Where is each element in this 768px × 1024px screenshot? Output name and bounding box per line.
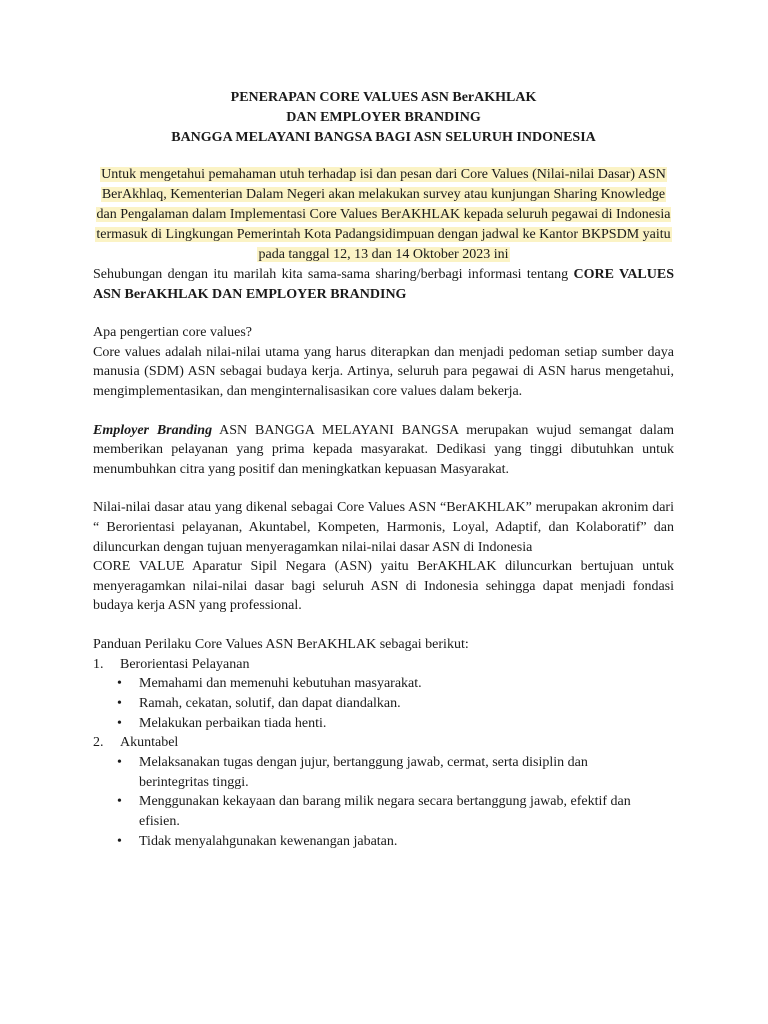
bullet-icon: • xyxy=(117,755,122,771)
values-paragraph-1: Nilai-nilai dasar atau yang dikenal sebagai Core Values ASN “BerAKHLAK” merupakan akronim dari “ Berorientasi pelayanan, Akuntabel, Kompeten, Harmonis, Loyal, Adaptif, dan Kolaboratif” dan diluncurkan dengan tujuan menyeragamkan nilai-nilai dasar ASN di Indonesia xyxy=(93,500,674,555)
guide-bullet-text: Melakukan perbaikan tiada henti. xyxy=(139,715,327,731)
guide-section-heading xyxy=(93,733,674,753)
guide-bullet-text: Memahami dan memenuhi kebutuhan masyarakat. xyxy=(139,676,422,692)
document-title xyxy=(93,88,674,148)
guide-intro: Panduan Perilaku Core Values ASN BerAKHLAK sebagai berikut: xyxy=(93,636,469,652)
guide-section xyxy=(93,733,674,851)
guide-bullet-list xyxy=(93,674,674,733)
guide-bullet-item xyxy=(93,792,643,831)
guide-bullet-list xyxy=(93,753,643,851)
guide-bullet-text: Menggunakan kekayaan dan barang milik negara secara bertanggung jawab, efektif dan efisien. xyxy=(139,794,631,829)
title-line-3: BANGGA MELAYANI BANGSA BAGI ASN SELURUH INDONESIA xyxy=(171,130,596,145)
bullet-icon: • xyxy=(117,715,122,731)
guide-bullet-text: Ramah, cekatan, solutif, dan dapat diandalkan. xyxy=(139,695,401,711)
guide-list xyxy=(93,655,674,852)
guide-section-title: Berorientasi Pelayanan xyxy=(120,656,250,672)
bullet-icon: • xyxy=(117,695,122,711)
guide-bullet-text: Tidak menyalahgunakan kewenangan jabatan. xyxy=(139,833,398,849)
values-paragraph-2: CORE VALUE Aparatur Sipil Negara (ASN) yaitu BerAKHLAK diluncurkan bertujuan untuk menyeragamkan nilai-nilai dasar bagi seluruh ASN di Indonesia sehingga dapat menjadi fondasi budaya kerja ASN yang professional. xyxy=(93,559,674,614)
employer-branding-text: ASN BANGGA MELAYANI BANGSA merupakan wujud semangat dalam memberikan pelayanan yang prima kepada masyarakat. Dedikasi yang tinggi dibutuhkan untuk menumbuhkan citra yang positif dan meningkatkan kepuasan Masyarakat. xyxy=(93,422,674,477)
definition-question: Apa pengertian core values? xyxy=(93,325,252,341)
guide-section xyxy=(93,655,674,734)
intro-text: Untuk mengetahui pemahaman utuh terhadap isi dan pesan dari Core Values (Nilai-nilai Dasar) ASN BerAkhlaq, Kementerian Dalam Negeri akan melakukan survey atau kunjungan Sharing Knowledge dan Pengalaman dalam Implementasi Core Values BerAKHLAK kepada seluruh pegawai di Indonesia termasuk di Lingkungan Pemerintah Kota Padangsidimpuan dengan jadwal ke Kantor BKPSDM yaitu pada tanggal 12, 13 dan 14 Oktober 2023 ini xyxy=(96,167,671,262)
bullet-icon: • xyxy=(117,794,122,810)
title-line-1: PENERAPAN CORE VALUES ASN BerAKHLAK xyxy=(230,90,537,105)
guide-bullet-item xyxy=(93,694,674,714)
guide-bullet-item xyxy=(93,753,643,792)
definition-answer: Core values adalah nilai-nilai utama yang harus diterapkan dan menjadi pedoman setiap sumber daya manusia (SDM) ASN sebagai budaya kerja. Artinya, seluruh para pegawai di ASN harus mengetahui, mengimplementasikan, dan menginternalisasikan core values dalam bekerja. xyxy=(93,344,674,399)
bullet-icon: • xyxy=(117,676,122,692)
title-line-2: DAN EMPLOYER BRANDING xyxy=(286,110,481,125)
document-page xyxy=(93,88,674,851)
guide-section-number: 2. xyxy=(93,735,104,751)
connect-paragraph xyxy=(93,265,674,304)
guide-bullet-item xyxy=(93,714,674,734)
employer-branding-lead: Employer Branding xyxy=(93,422,213,438)
highlighted-intro xyxy=(93,165,674,265)
guide-bullet-item xyxy=(93,832,643,852)
bullet-icon: • xyxy=(117,833,122,849)
connect-bold-text: CORE VALUES ASN BerAKHLAK DAN EMPLOYER BRANDING xyxy=(93,267,675,302)
guide-section-title: Akuntabel xyxy=(120,735,179,751)
guide-bullet-text: Melaksanakan tugas dengan jujur, bertanggung jawab, cermat, serta disiplin dan berintegritas tinggi. xyxy=(139,755,588,790)
guide-section-number: 1. xyxy=(93,656,104,672)
guide-bullet-item xyxy=(93,674,674,694)
guide-section-heading xyxy=(93,655,674,675)
employer-branding-paragraph xyxy=(93,421,674,480)
connect-text: Sehubungan dengan itu marilah kita sama-sama sharing/berbagi informasi tentang xyxy=(93,267,574,282)
